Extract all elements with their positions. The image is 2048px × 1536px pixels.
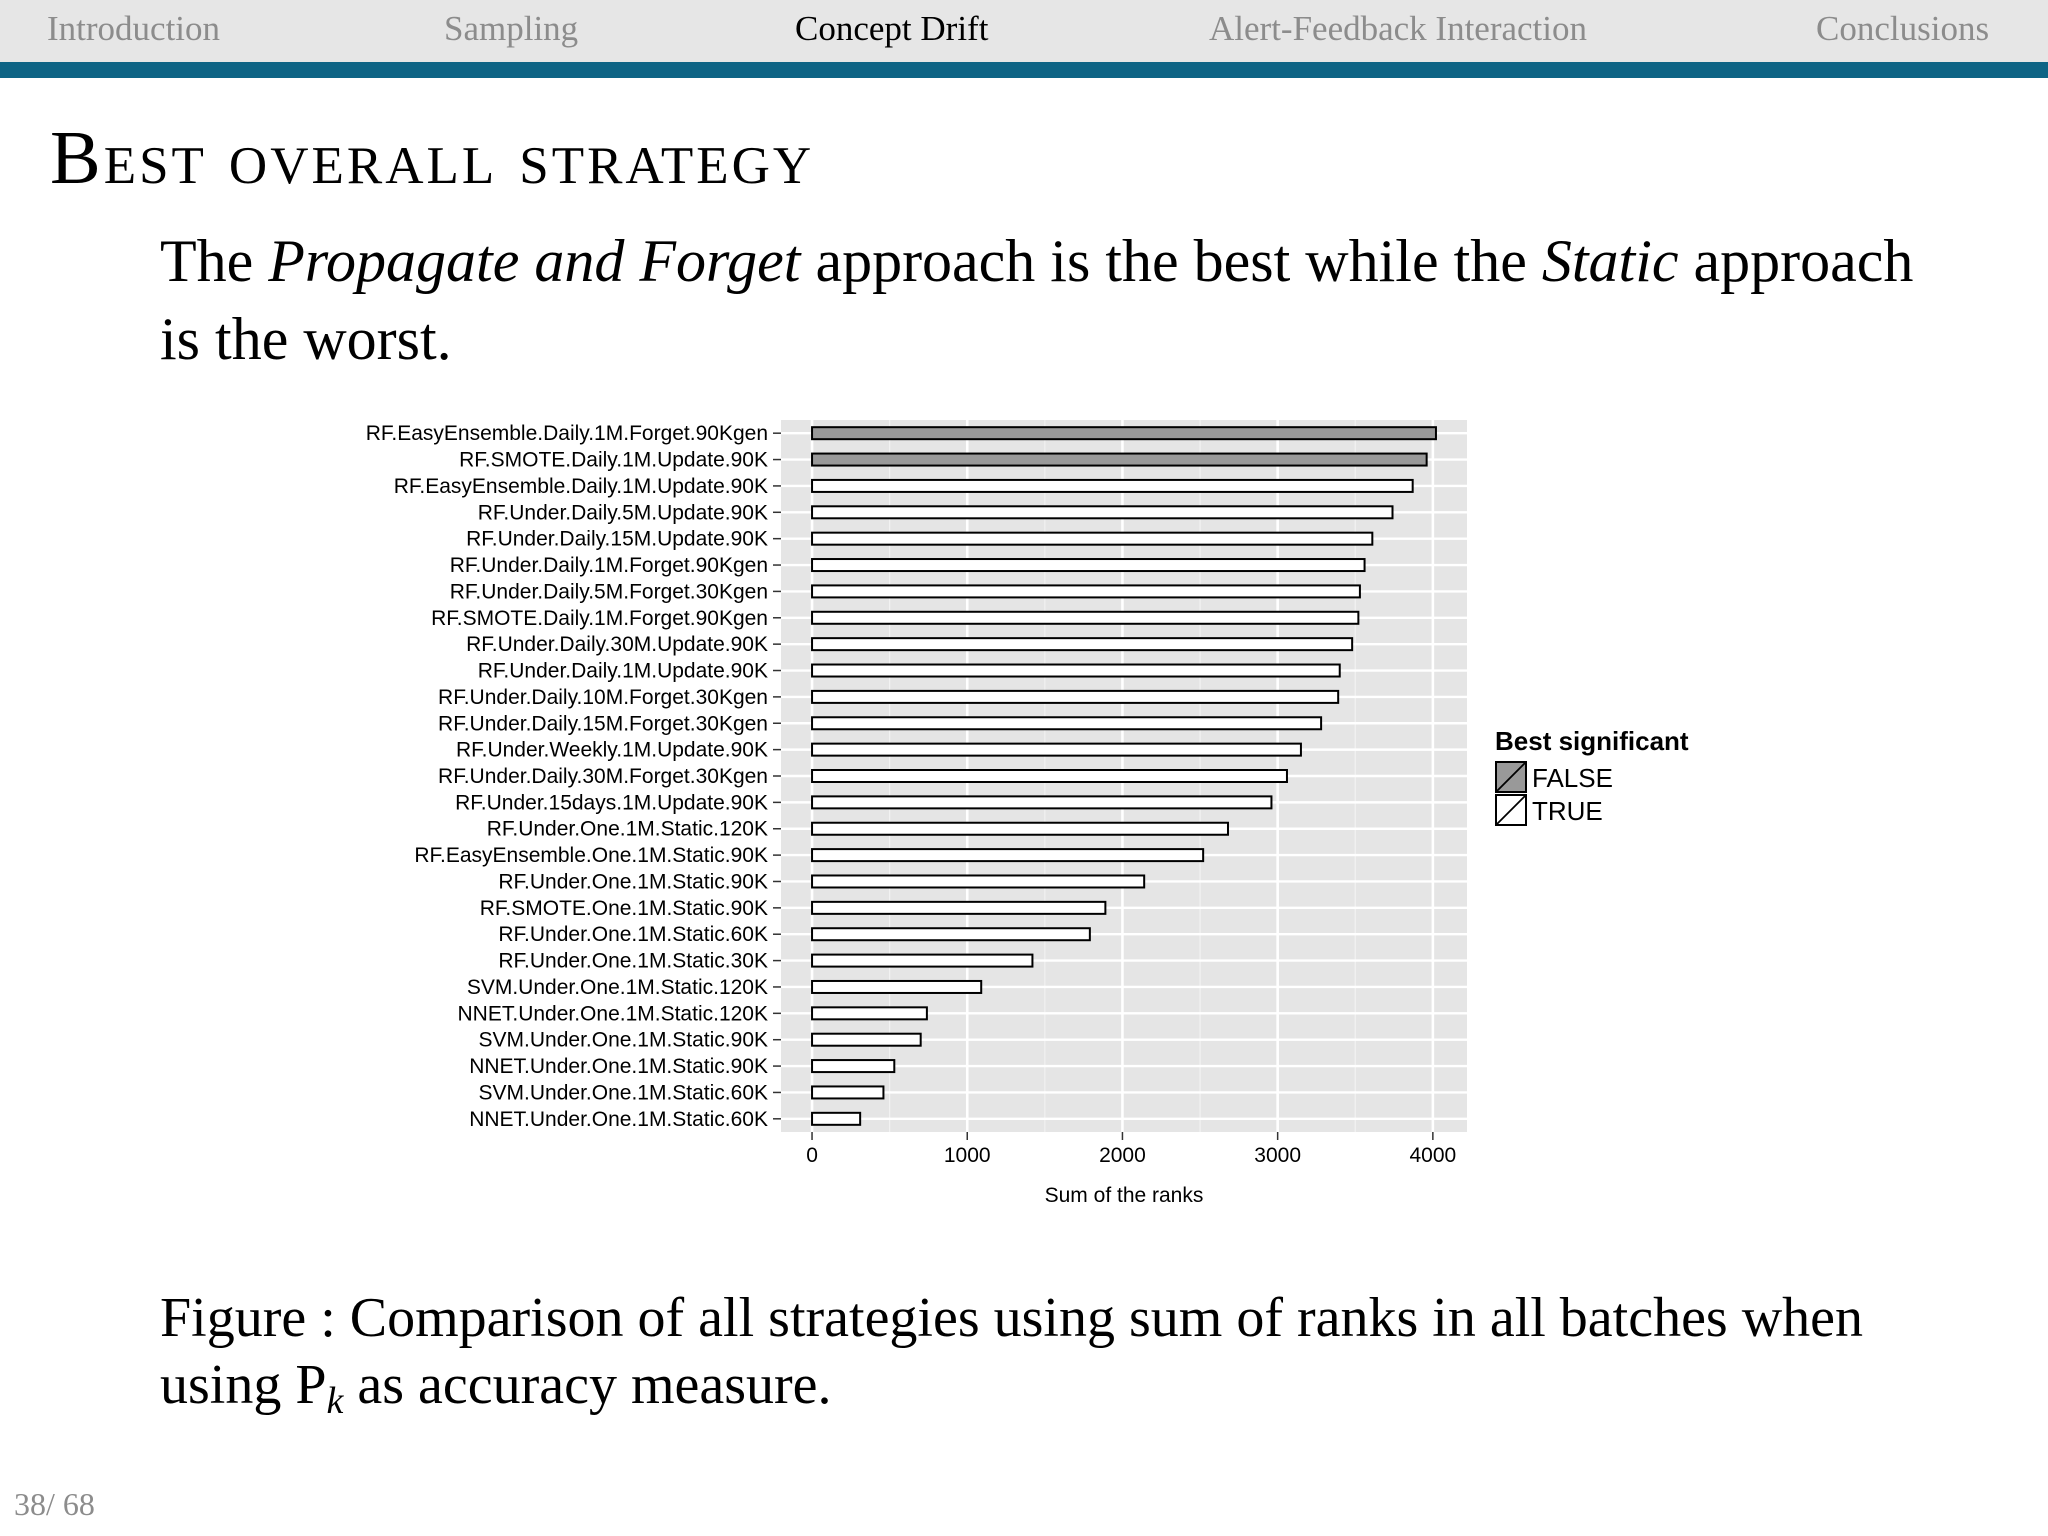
y-tick-label: RF.SMOTE.One.1M.Static.90K [479, 896, 768, 920]
page-number: 38/ 68 [14, 1486, 95, 1522]
x-tick-label: 4000 [1409, 1144, 1457, 1167]
y-tick-label: SVM.Under.One.1M.Static.90K [478, 1028, 768, 1052]
y-tick-label: NNET.Under.One.1M.Static.90K [469, 1055, 768, 1079]
bar [812, 902, 1105, 914]
section-nav [0, 0, 2048, 78]
bar [812, 849, 1203, 861]
bar [812, 454, 1427, 466]
bar [812, 1034, 921, 1046]
y-tick-label: RF.EasyEnsemble.Daily.1M.Update.90K [393, 474, 768, 498]
y-tick-label: RF.Under.Daily.1M.Forget.90Kgen [449, 554, 768, 578]
y-tick-label: RF.Under.Daily.15M.Forget.30Kgen [438, 712, 768, 736]
y-tick-label: SVM.Under.One.1M.Static.120K [466, 975, 768, 999]
x-tick-label: 3000 [1254, 1144, 1302, 1167]
x-tick-label: 0 [806, 1144, 818, 1167]
legend-label: TRUE [1532, 796, 1603, 826]
nav-item-alert-feedback-interaction[interactable]: Alert-Feedback Interaction [1209, 9, 1588, 48]
bar [812, 823, 1228, 835]
lead-statement [160, 222, 1940, 378]
y-tick-label: RF.Under.One.1M.Static.120K [486, 817, 768, 841]
y-tick-label: RF.Under.Daily.1M.Update.90K [477, 659, 768, 683]
y-tick-label: NNET.Under.One.1M.Static.60K [469, 1107, 768, 1131]
bar [812, 770, 1287, 782]
y-tick-label: RF.SMOTE.Daily.1M.Update.90K [459, 448, 768, 472]
nav-item-concept-drift[interactable]: Concept Drift [795, 9, 989, 48]
caption-subscript: k [326, 1380, 344, 1422]
y-tick-label: RF.Under.Daily.30M.Forget.30Kgen [438, 765, 768, 788]
y-tick-label: RF.EasyEnsemble.Daily.1M.Forget.90Kgen [365, 422, 768, 446]
lead-text-1: The [160, 228, 269, 294]
y-tick-label: RF.SMOTE.Daily.1M.Forget.90Kgen [431, 606, 768, 630]
bar [812, 875, 1144, 887]
bar [812, 955, 1032, 967]
bar-chart [0, 400, 2048, 1240]
bar [812, 928, 1090, 940]
chart-area [0, 400, 2048, 1240]
bar [812, 533, 1372, 545]
y-tick-label: RF.Under.Daily.5M.Forget.30Kgen [449, 580, 768, 604]
legend-label: FALSE [1532, 763, 1613, 793]
lead-text-3: approach is the worst. [160, 228, 1914, 372]
legend-title: Best significant [1495, 726, 1689, 756]
nav-item-conclusions[interactable]: Conclusions [1816, 9, 1990, 48]
bar [812, 427, 1436, 439]
lead-emphasis-propagate-forget: Propagate and Forget [268, 228, 801, 294]
y-tick-label: RF.Under.One.1M.Static.90K [498, 870, 768, 894]
bar [812, 612, 1358, 624]
lead-text-2: approach is the best while the [800, 228, 1542, 294]
y-tick-label: RF.Under.Daily.10M.Forget.30Kgen [438, 685, 768, 709]
bar [812, 585, 1360, 597]
y-tick-label: NNET.Under.One.1M.Static.120K [457, 1002, 768, 1026]
slide-title: Best overall strategy [50, 116, 815, 200]
bar [812, 717, 1321, 729]
x-tick-label: 2000 [1099, 1144, 1146, 1167]
bar [812, 796, 1271, 808]
y-tick-label: RF.Under.Weekly.1M.Update.90K [455, 738, 768, 762]
y-tick-label: RF.Under.Daily.15M.Update.90K [466, 527, 768, 551]
bar [812, 1113, 860, 1125]
y-tick-label: RF.Under.Daily.30M.Update.90K [466, 633, 768, 657]
y-tick-label: RF.Under.Daily.5M.Update.90K [477, 501, 768, 525]
nav-item-introduction[interactable]: Introduction [47, 9, 221, 48]
y-tick-label: RF.Under.One.1M.Static.60K [498, 923, 768, 947]
bar [812, 506, 1392, 518]
bar [812, 1007, 927, 1019]
bar [812, 638, 1352, 650]
y-tick-label: RF.Under.One.1M.Static.30K [498, 949, 768, 973]
bar [812, 1060, 894, 1072]
x-tick-label: 1000 [943, 1144, 991, 1167]
caption-text: Figure : Comparison of all strategies using sum of ranks in all batches when using P [160, 1287, 1864, 1416]
bar [812, 480, 1413, 492]
bar [812, 744, 1301, 756]
y-tick-label: RF.Under.15days.1M.Update.90K [455, 791, 768, 815]
nav-item-sampling[interactable]: Sampling [444, 9, 579, 48]
lead-emphasis-static: Static [1541, 228, 1679, 294]
bar [812, 559, 1365, 571]
bar [812, 691, 1338, 703]
bar [812, 981, 981, 993]
caption-tail: as accuracy measure. [343, 1354, 832, 1416]
bar [812, 1086, 883, 1098]
figure-caption [160, 1285, 1960, 1422]
x-axis-title: Sum of the ranks [1044, 1184, 1204, 1207]
y-tick-label: RF.EasyEnsemble.One.1M.Static.90K [414, 844, 768, 868]
y-tick-label: SVM.Under.One.1M.Static.60K [478, 1081, 768, 1105]
bar [812, 665, 1340, 677]
